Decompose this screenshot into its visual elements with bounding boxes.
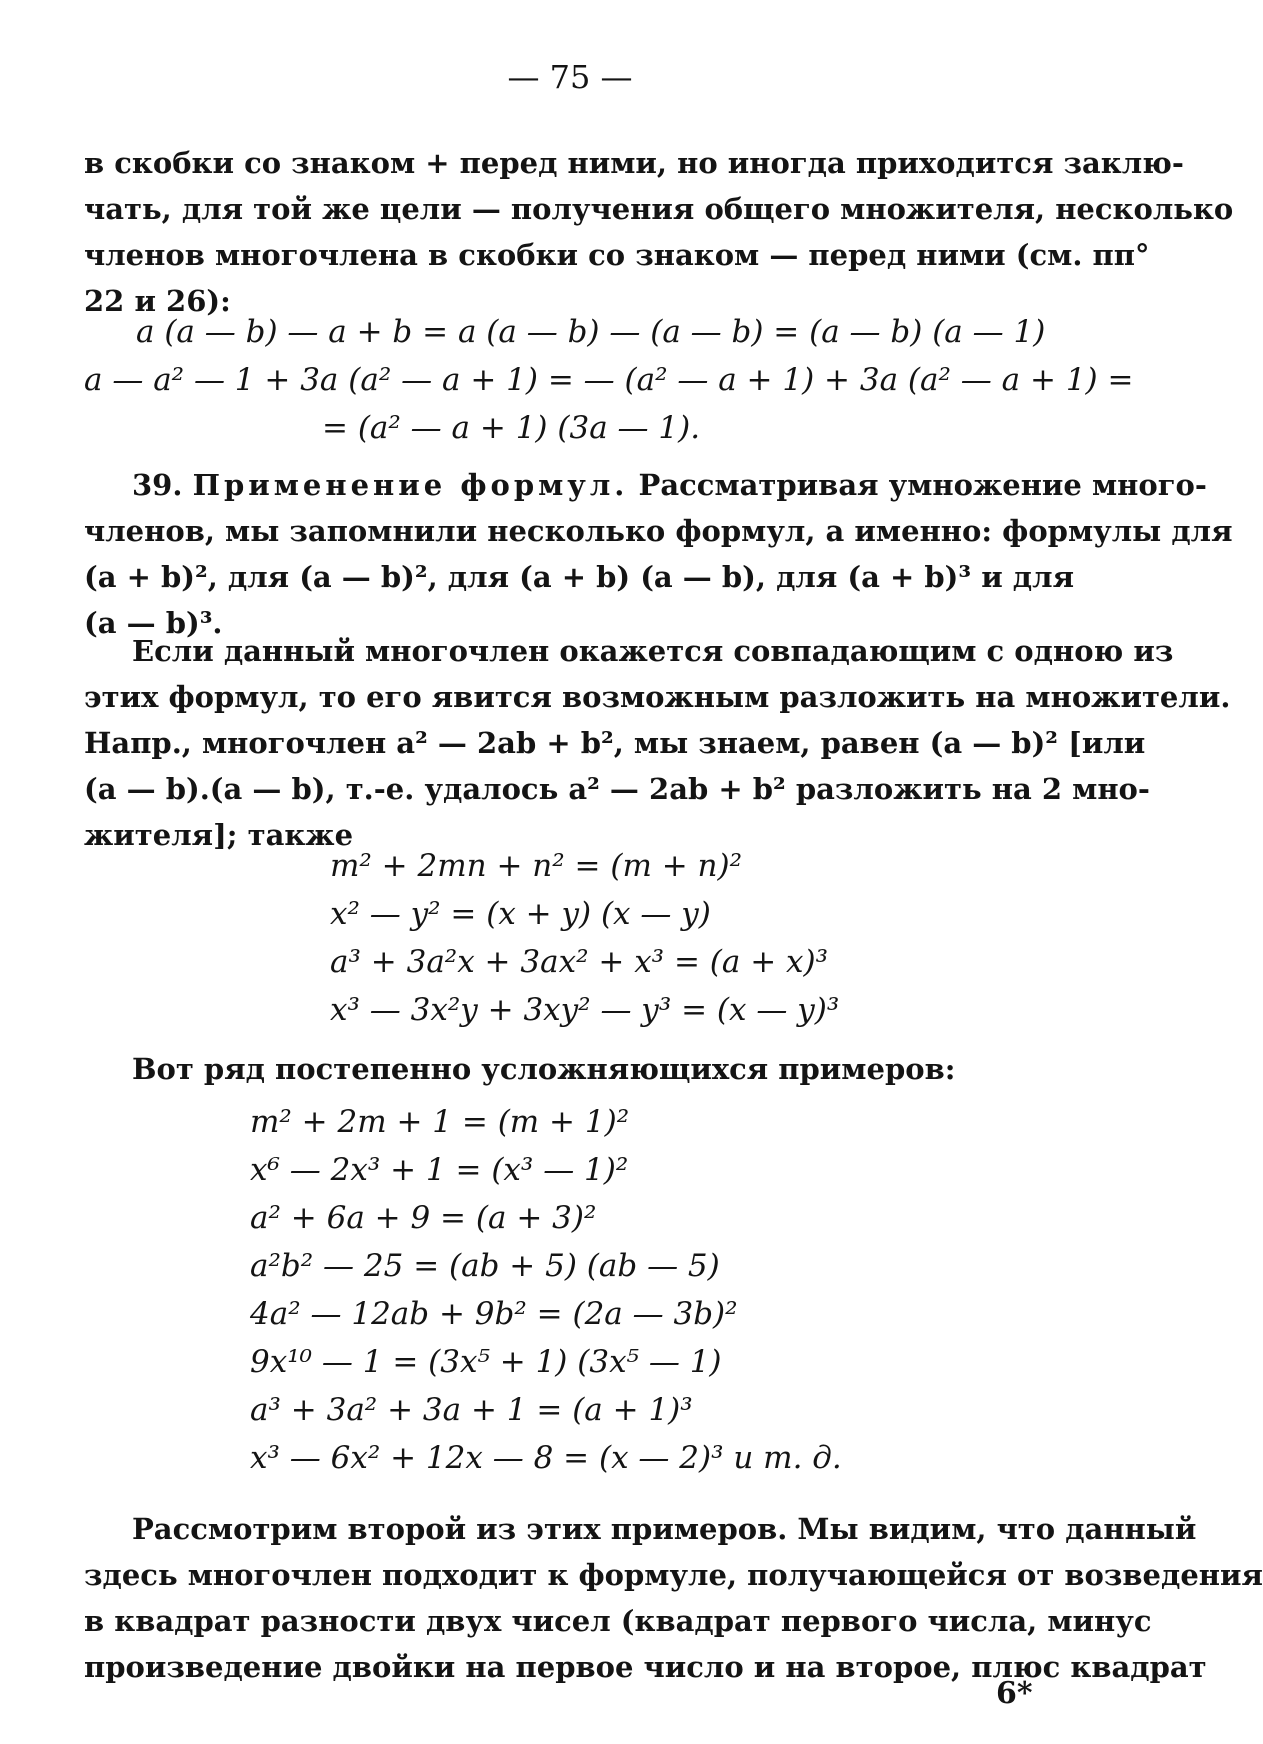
text-line: в скобки со знаком + перед ними, но иногда приходится заклю- (84, 146, 1184, 180)
formula-line: a — a² — 1 + 3a (a² — a + 1) = — (a² — a + 1) + 3a (a² — a + 1) = (84, 362, 1134, 398)
section-39-paragraph (84, 462, 1233, 646)
text-line: чать, для той же цели — получения общего множителя, несколько (84, 192, 1234, 226)
formula-line: x² — y² = (x + y) (x — y) (330, 896, 711, 932)
formula-line: a (a — b) — a + b = a (a — b) — (a — b) = (a — b) (a — 1) (136, 314, 1046, 350)
text-line (84, 462, 1207, 508)
text-line: Напр., многочлен a² — 2ab + b², мы знаем, равен (a — b)² [или (84, 726, 1146, 760)
text-line: Вот ряд постепенно усложняющихся примеров: (132, 1052, 956, 1086)
text-line: (a — b).(a — b), т.-е. удалось a² — 2ab + b² разложить на 2 мно- (84, 772, 1150, 806)
example-formula: 4a² — 12ab + 9b² = (2a — 3b)² (250, 1296, 738, 1332)
example-formula: x⁶ — 2x³ + 1 = (x³ — 1)² (250, 1152, 629, 1188)
signature-mark: 6* (996, 1676, 1033, 1711)
text-line: этих формул, то его явится возможным разложить на множители. (84, 680, 1231, 714)
text-line: произведение двойки на первое число и на второе, плюс квадрат (84, 1650, 1207, 1684)
paragraph-2 (84, 628, 1231, 858)
text-line: (a + b)², для (a — b)², для (a + b) (a — b), для (a + b)³ и для (84, 560, 1074, 594)
examples-paragraph (84, 1046, 1074, 1092)
page-number: — 75 — (507, 58, 633, 96)
text-line: здесь многочлен подходит к формуле, получающейся от возведения (84, 1558, 1263, 1592)
intro-paragraph (84, 140, 1234, 324)
text-line: 22 и 26): (84, 284, 231, 318)
formula-line: = (a² — a + 1) (3a — 1). (322, 410, 701, 446)
example-formula: a²b² — 25 = (ab + 5) (ab — 5) (250, 1248, 720, 1284)
formula-line: m² + 2mn + n² = (m + n)² (330, 848, 743, 884)
example-formula: a³ + 3a² + 3a + 1 = (a + 1)³ (250, 1392, 693, 1428)
final-paragraph (84, 1506, 1263, 1690)
text-line: (a — b)³. (84, 606, 223, 640)
formula-line: a³ + 3a²x + 3ax² + x³ = (a + x)³ (330, 944, 829, 980)
example-formula: 9x¹⁰ — 1 = (3x⁵ + 1) (3x⁵ — 1) (250, 1344, 722, 1380)
text-line: членов, мы запомнили несколько формул, а именно: формулы для (84, 514, 1233, 548)
section-number: 39. (132, 468, 183, 502)
text-line: Если данный многочлен окажется совпадающим с одною из (132, 634, 1174, 668)
example-formula: x³ — 6x² + 12x — 8 = (x — 2)³ и т. д. (250, 1440, 842, 1476)
section-title: Применение формул. (192, 468, 629, 502)
text-line: Рассмотрим второй из этих примеров. Мы видим, что данный (132, 1512, 1197, 1546)
text-line: жителя]; также (84, 818, 354, 852)
text-line: членов многочлена в скобки со знаком — перед ними (см. пп° (84, 238, 1150, 272)
formula-line: x³ — 3x²y + 3xy² — y³ = (x — y)³ (330, 992, 840, 1028)
example-formula: m² + 2m + 1 = (m + 1)² (250, 1104, 630, 1140)
text-line-rest: Рассматривая умножение много- (638, 468, 1207, 502)
example-formula: a² + 6a + 9 = (a + 3)² (250, 1200, 597, 1236)
text-line: в квадрат разности двух чисел (квадрат первого числа, минус (84, 1604, 1152, 1638)
